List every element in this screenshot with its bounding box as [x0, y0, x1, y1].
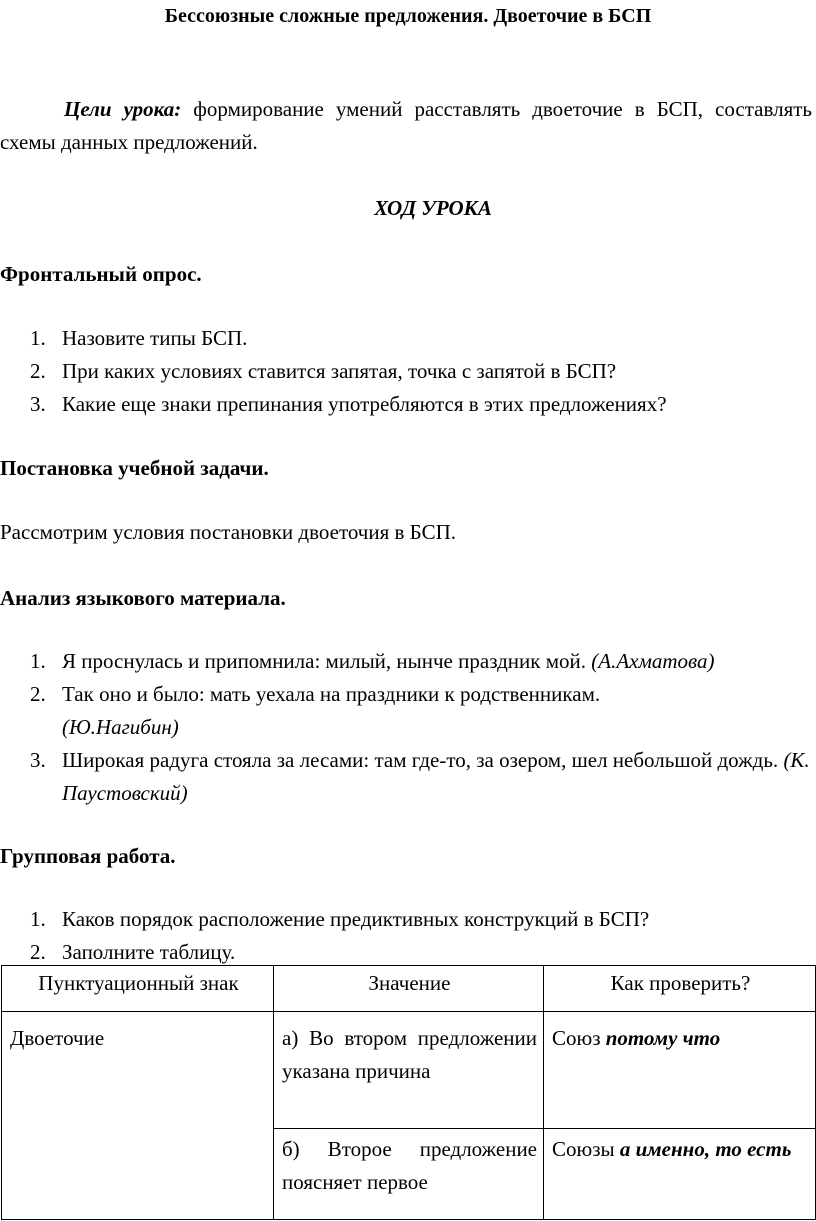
- list-item: 3. Широкая радуга стояла за лесами: там где-то, за озером, шел небольшой дождь. (К. Паустовский): [30, 748, 810, 805]
- task-text: Рассмотрим условия постановки двоеточия в БСП.: [0, 520, 457, 544]
- goals-label: Цели урока:: [64, 97, 182, 121]
- analysis-examples-list: [0, 645, 816, 810]
- table-header-cell: Значение: [274, 966, 544, 1012]
- goals-text: формирование умений расставлять двоеточие в БСП, составлять схемы данных предложений.: [0, 97, 812, 154]
- list-item: 2. Заполните таблицу.: [30, 940, 236, 964]
- table-cell-meaning: б) Второе предложение поясняет первое: [274, 1129, 544, 1220]
- table-cell-check: Союзы а именно, то есть: [544, 1129, 816, 1220]
- lesson-heading: ХОД УРОКА: [374, 196, 492, 220]
- table-cell-sign: Двоеточие: [2, 1012, 274, 1220]
- group-heading: Групповая работа.: [0, 844, 176, 868]
- page-title: Бессоюзные сложные предложения. Двоеточие в БСП: [164, 5, 652, 27]
- group-tasks-list: [0, 903, 816, 969]
- table-cell-check: Союз потому что: [544, 1012, 816, 1129]
- table-row: [2, 1012, 816, 1129]
- table-cell-meaning: а) Во втором предложении указана причина: [274, 1012, 544, 1129]
- punctuation-table: [1, 965, 816, 1220]
- task-heading: Постановка учебной задачи.: [0, 456, 269, 480]
- table-header-row: [2, 966, 816, 1012]
- table-header-cell: Как проверить?: [544, 966, 816, 1012]
- list-item: 1. Назовите типы БСП.: [30, 326, 248, 350]
- frontal-heading: Фронтальный опрос.: [0, 262, 202, 286]
- lesson-goals: [0, 93, 812, 159]
- frontal-questions-list: [0, 322, 816, 421]
- list-item: 3. Какие еще знаки препинания употребляются в этих предложениях?: [30, 392, 667, 416]
- list-item: 2. При каких условиях ставится запятая, точка с запятой в БСП?: [30, 359, 617, 383]
- list-item: 2. Так оно и было: мать уехала на праздники к родственникам. (Ю.Нагибин): [30, 682, 601, 739]
- table-header-cell: Пунктуационный знак: [2, 966, 274, 1012]
- list-item: 1. Я проснулась и припомнила: милый, нынче праздник мой. (А.Ахматова): [30, 649, 715, 673]
- analysis-heading: Анализ языкового материала.: [0, 586, 286, 610]
- list-item: 1. Каков порядок расположение предиктивных конструкций в БСП?: [30, 907, 650, 931]
